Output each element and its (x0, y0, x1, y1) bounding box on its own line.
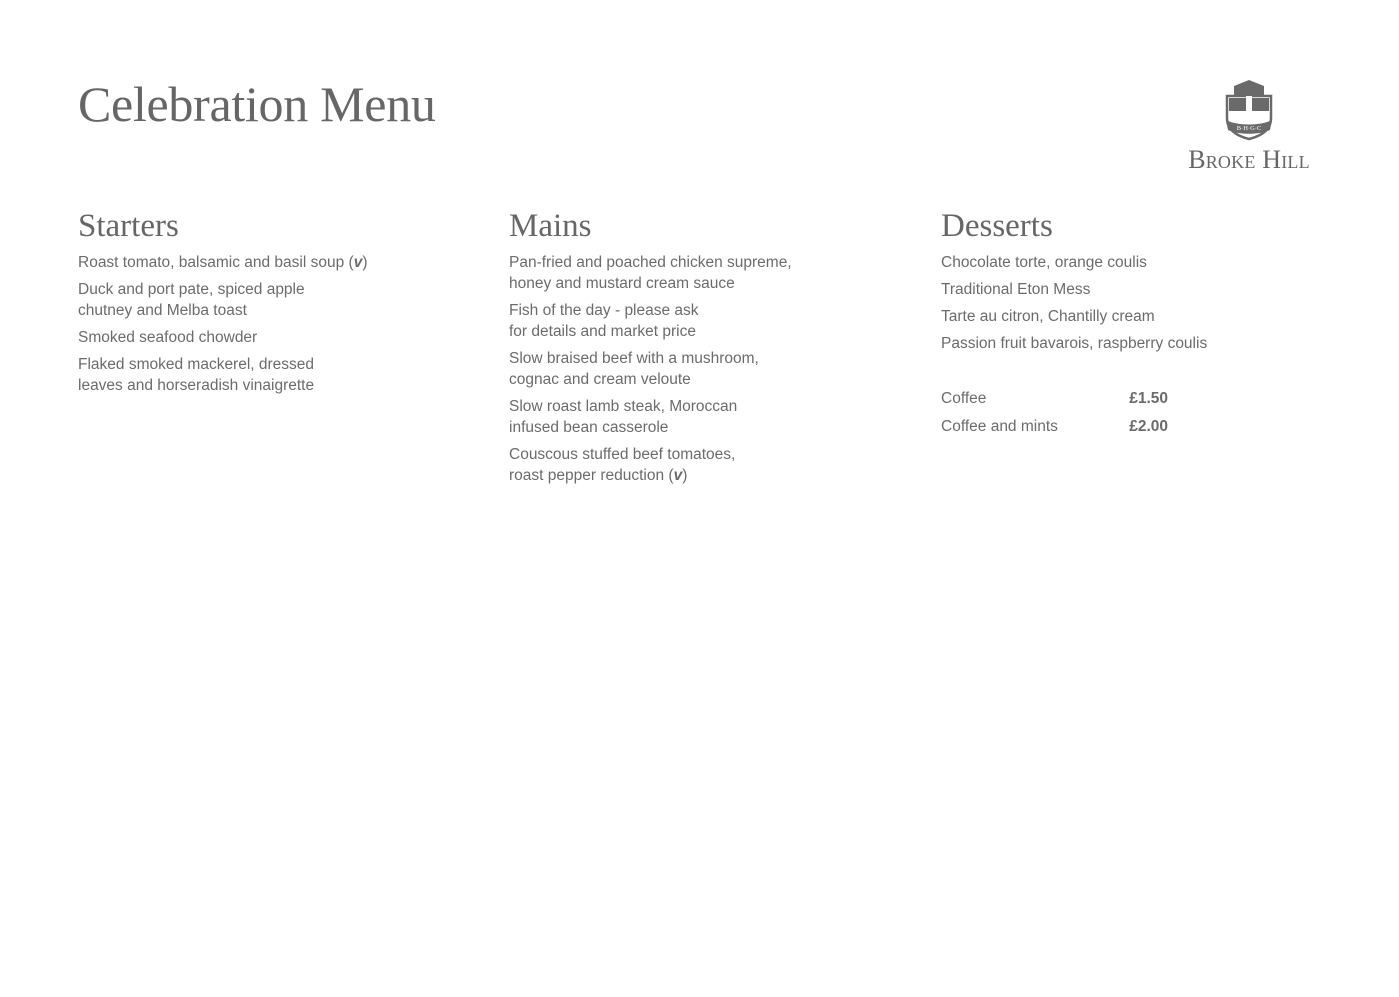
menu-item-text: ) (682, 467, 688, 484)
menu-item (941, 333, 1341, 354)
menu-item-line (509, 252, 909, 273)
menu-item (509, 348, 909, 390)
menu-item-text: infused bean casserole (509, 419, 669, 436)
menu-item-text: roast pepper reduction ( (509, 467, 674, 484)
menu-item-text: Duck and port pate, spiced apple (78, 281, 305, 298)
menu-item-text: Traditional Eton Mess (941, 281, 1091, 298)
coffee-item-name: Coffee and mints (941, 418, 1058, 435)
menu-item-line (509, 369, 909, 390)
menu-item-line (78, 252, 478, 273)
menu-item-text: Slow roast lamb steak, Moroccan (509, 398, 738, 415)
menu-item (509, 444, 909, 486)
menu-item (941, 252, 1341, 273)
mains-list (509, 252, 909, 486)
vegetarian-mark: v (353, 254, 363, 271)
crest-icon (1223, 78, 1275, 142)
menu-item-text: honey and mustard cream sauce (509, 275, 735, 292)
menu-item-line (509, 273, 909, 294)
mains-heading: Mains (509, 208, 592, 244)
menu-item (509, 300, 909, 342)
coffee-row (941, 388, 1341, 409)
menu-item-text: ) (362, 254, 368, 271)
menu-item (941, 306, 1341, 327)
desserts-section (941, 204, 1341, 444)
menu-item-line (509, 417, 909, 438)
coffee-item-price: £1.50 (1129, 390, 1168, 407)
page-title: Celebration Menu (78, 76, 436, 132)
menu-item-text: Passion fruit bavarois, raspberry coulis (941, 335, 1208, 352)
menu-item-text: chutney and Melba toast (78, 302, 247, 319)
menu-item-line (941, 306, 1341, 327)
menu-item-line (78, 279, 478, 300)
vegetarian-mark: v (673, 467, 683, 484)
menu-item-text: Tarte au citron, Chantilly cream (941, 308, 1155, 325)
menu-item-text: Smoked seafood chowder (78, 329, 258, 346)
menu-item (941, 279, 1341, 300)
menu-item-line (509, 348, 909, 369)
menu-item-line (509, 321, 909, 342)
starters-heading: Starters (78, 208, 179, 244)
menu-item-text: for details and market price (509, 323, 696, 340)
menu-item-text: leaves and horseradish vinaigrette (78, 377, 315, 394)
menu-item (78, 252, 478, 273)
coffee-item-price: £2.00 (1129, 418, 1168, 435)
menu-item-text: Chocolate torte, orange coulis (941, 254, 1147, 271)
menu-item (509, 396, 909, 438)
menu-item-text: cognac and cream veloute (509, 371, 691, 388)
menu-item (78, 354, 478, 396)
menu-item-line (509, 300, 909, 321)
starters-list (78, 252, 478, 396)
menu-item-line (78, 375, 478, 396)
coffee-row (941, 416, 1341, 437)
menu-item-line (78, 327, 478, 348)
brand-name: Broke Hill (1188, 145, 1310, 174)
menu-item-line (941, 252, 1341, 273)
brand-logo (1176, 78, 1322, 178)
menu-item-line (509, 444, 909, 465)
menu-item-text: Couscous stuffed beef tomatoes, (509, 446, 736, 463)
coffee-item-name: Coffee (941, 390, 987, 407)
menu-item-line (78, 300, 478, 321)
menu-item-line (941, 279, 1341, 300)
menu-item (78, 279, 478, 321)
mains-section (509, 204, 909, 492)
menu-item-line (941, 333, 1341, 354)
menu-item-text: Fish of the day - please ask (509, 302, 699, 319)
starters-section (78, 204, 478, 402)
menu-item-line (78, 354, 478, 375)
menu-item-line (509, 396, 909, 417)
crest-banner-text: B·H·G·C (1236, 125, 1262, 132)
menu-item (509, 252, 909, 294)
menu-item-line (509, 465, 909, 486)
menu-item-text: Slow braised beef with a mushroom, (509, 350, 759, 367)
coffee-prices (941, 388, 1341, 437)
menu-item-text: Pan-fried and poached chicken supreme, (509, 254, 792, 271)
desserts-list (941, 252, 1341, 354)
menu-item (78, 327, 478, 348)
menu-item-text: Flaked smoked mackerel, dressed (78, 356, 315, 373)
menu-item-text: Roast tomato, balsamic and basil soup ( (78, 254, 354, 271)
desserts-heading: Desserts (941, 208, 1053, 244)
